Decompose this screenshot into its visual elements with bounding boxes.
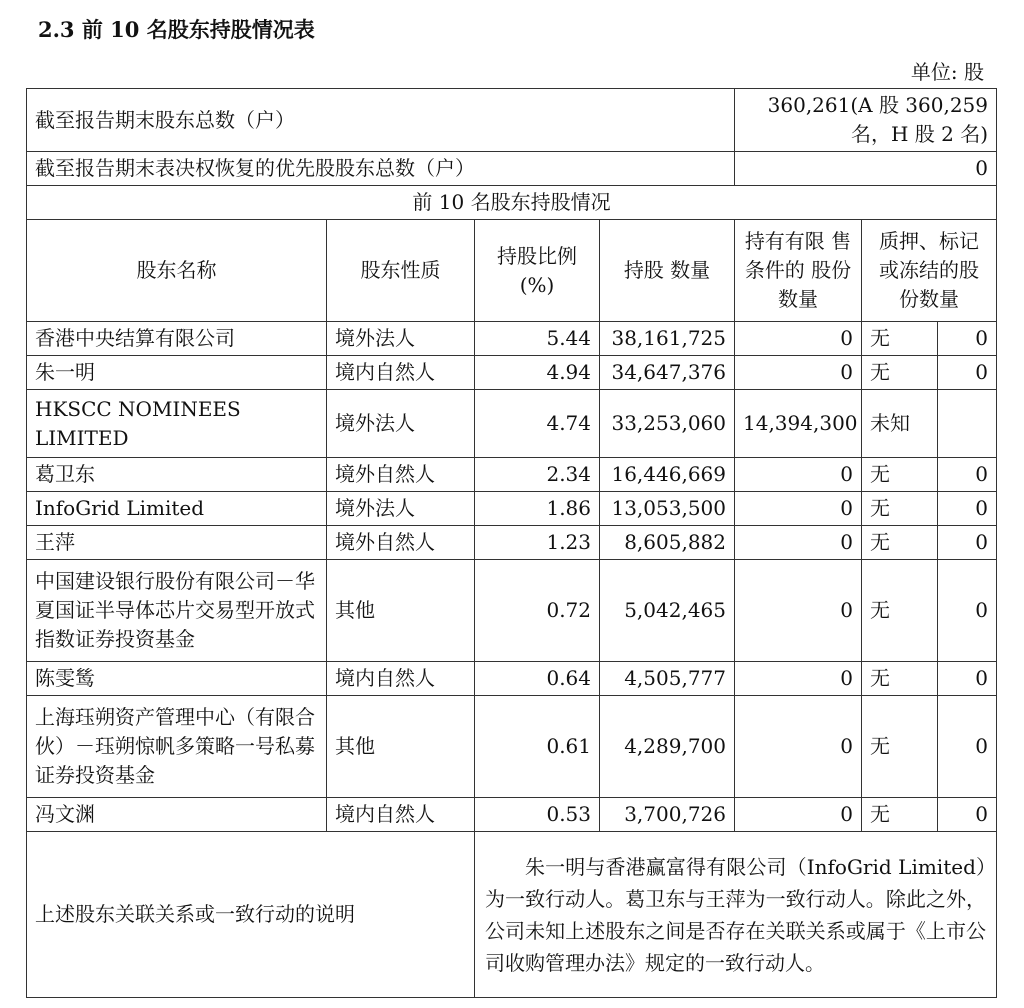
relation-row [27,832,997,998]
cell-shares: 5,042,465 [600,560,735,662]
table-row [27,458,997,492]
relation-text: 朱一明与香港赢富得有限公司（InfoGrid Limited）为一致行动人。葛卫东与王萍为一致行动人。除此之外，公司未知上述股东之间是否存在关联关系或属于《上市公司收购管理办法》规定的一致行动人。 [485,854,987,975]
cell-restricted: 0 [735,322,862,356]
header-pledged: 质押、标记 或冻结的股 份数量 [862,220,997,322]
cell-nature: 境外自然人 [327,458,475,492]
section-title: 前 10 名股东持股情况 [27,186,997,220]
cell-pledge-status: 无 [862,662,938,696]
cell-pledge-status: 无 [862,356,938,390]
summary-value: 0 [735,152,997,186]
cell-shares: 4,289,700 [600,696,735,798]
cell-ratio: 0.61 [475,696,600,798]
cell-name: 朱一明 [27,356,327,390]
cell-pledge-qty: 0 [938,458,997,492]
section-heading: 2.3 前 10 名股东持股情况表 [38,17,315,42]
cell-pledge-status: 无 [862,526,938,560]
table-row [27,322,997,356]
cell-pledge-qty [938,390,997,458]
summary-label: 截至报告期末表决权恢复的优先股股东总数（户） [27,152,735,186]
cell-shares: 3,700,726 [600,798,735,832]
cell-restricted: 0 [735,356,862,390]
cell-ratio: 5.44 [475,322,600,356]
table-row [27,696,997,798]
table-row [27,662,997,696]
cell-pledge-status: 无 [862,798,938,832]
cell-shares: 4,505,777 [600,662,735,696]
cell-name: 上海珏朔资产管理中心（有限合伙）－珏朔惊帆多策略一号私募证券投资基金 [27,696,327,798]
cell-ratio: 2.34 [475,458,600,492]
cell-name: 陈雯鸶 [27,662,327,696]
cell-ratio: 1.86 [475,492,600,526]
cell-pledge-qty: 0 [938,356,997,390]
cell-pledge-qty: 0 [938,322,997,356]
cell-restricted: 0 [735,492,862,526]
table-row [27,798,997,832]
cell-pledge-status: 无 [862,560,938,662]
cell-pledge-status: 无 [862,492,938,526]
cell-pledge-status: 无 [862,696,938,798]
cell-pledge-status: 未知 [862,390,938,458]
cell-restricted: 14,394,300 [735,390,862,458]
section-title-row [27,186,997,220]
table-row [27,560,997,662]
header-name: 股东名称 [27,220,327,322]
header-shares: 持股 数量 [600,220,735,322]
cell-restricted: 0 [735,560,862,662]
cell-shares: 13,053,500 [600,492,735,526]
relation-label: 上述股东关联关系或一致行动的说明 [27,832,475,998]
cell-shares: 38,161,725 [600,322,735,356]
cell-pledge-qty: 0 [938,696,997,798]
cell-nature: 境内自然人 [327,356,475,390]
cell-restricted: 0 [735,696,862,798]
column-header-row [27,220,997,322]
cell-ratio: 0.64 [475,662,600,696]
cell-name: 王萍 [27,526,327,560]
cell-pledge-qty: 0 [938,798,997,832]
cell-shares: 8,605,882 [600,526,735,560]
cell-nature: 境内自然人 [327,798,475,832]
cell-name: 中国建设银行股份有限公司－华夏国证半导体芯片交易型开放式指数证券投资基金 [27,560,327,662]
cell-restricted: 0 [735,526,862,560]
cell-nature: 境外法人 [327,322,475,356]
cell-ratio: 0.53 [475,798,600,832]
cell-ratio: 1.23 [475,526,600,560]
cell-ratio: 4.74 [475,390,600,458]
cell-shares: 33,253,060 [600,390,735,458]
cell-name: InfoGrid Limited [27,492,327,526]
cell-pledge-qty: 0 [938,662,997,696]
summary-value: 360,261(A 股 360,259 名，H 股 2 名) [735,89,997,152]
cell-nature: 其他 [327,696,475,798]
cell-name: 香港中央结算有限公司 [27,322,327,356]
cell-restricted: 0 [735,798,862,832]
cell-name: 冯文渊 [27,798,327,832]
total-holders-row [27,89,997,152]
cell-shares: 34,647,376 [600,356,735,390]
cell-nature: 境外自然人 [327,526,475,560]
cell-nature: 其他 [327,560,475,662]
shareholders-table [26,88,997,998]
cell-pledge-qty: 0 [938,526,997,560]
cell-name: HKSCC NOMINEES LIMITED [27,390,327,458]
preferred-holders-row [27,152,997,186]
cell-restricted: 0 [735,458,862,492]
header-ratio: 持股比例 (%) [475,220,600,322]
cell-ratio: 4.94 [475,356,600,390]
cell-ratio: 0.72 [475,560,600,662]
cell-nature: 境外法人 [327,390,475,458]
header-nature: 股东性质 [327,220,475,322]
unit-label: 单位: 股 [910,60,984,84]
cell-nature: 境外法人 [327,492,475,526]
table-row [27,492,997,526]
summary-label: 截至报告期末股东总数（户） [27,89,735,152]
table-row [27,390,997,458]
cell-shares: 16,446,669 [600,458,735,492]
table-row [27,526,997,560]
cell-pledge-qty: 0 [938,492,997,526]
cell-nature: 境内自然人 [327,662,475,696]
cell-pledge-status: 无 [862,322,938,356]
cell-name: 葛卫东 [27,458,327,492]
cell-pledge-qty: 0 [938,560,997,662]
header-restricted: 持有有限 售条件的 股份数量 [735,220,862,322]
cell-restricted: 0 [735,662,862,696]
table-row [27,356,997,390]
cell-pledge-status: 无 [862,458,938,492]
